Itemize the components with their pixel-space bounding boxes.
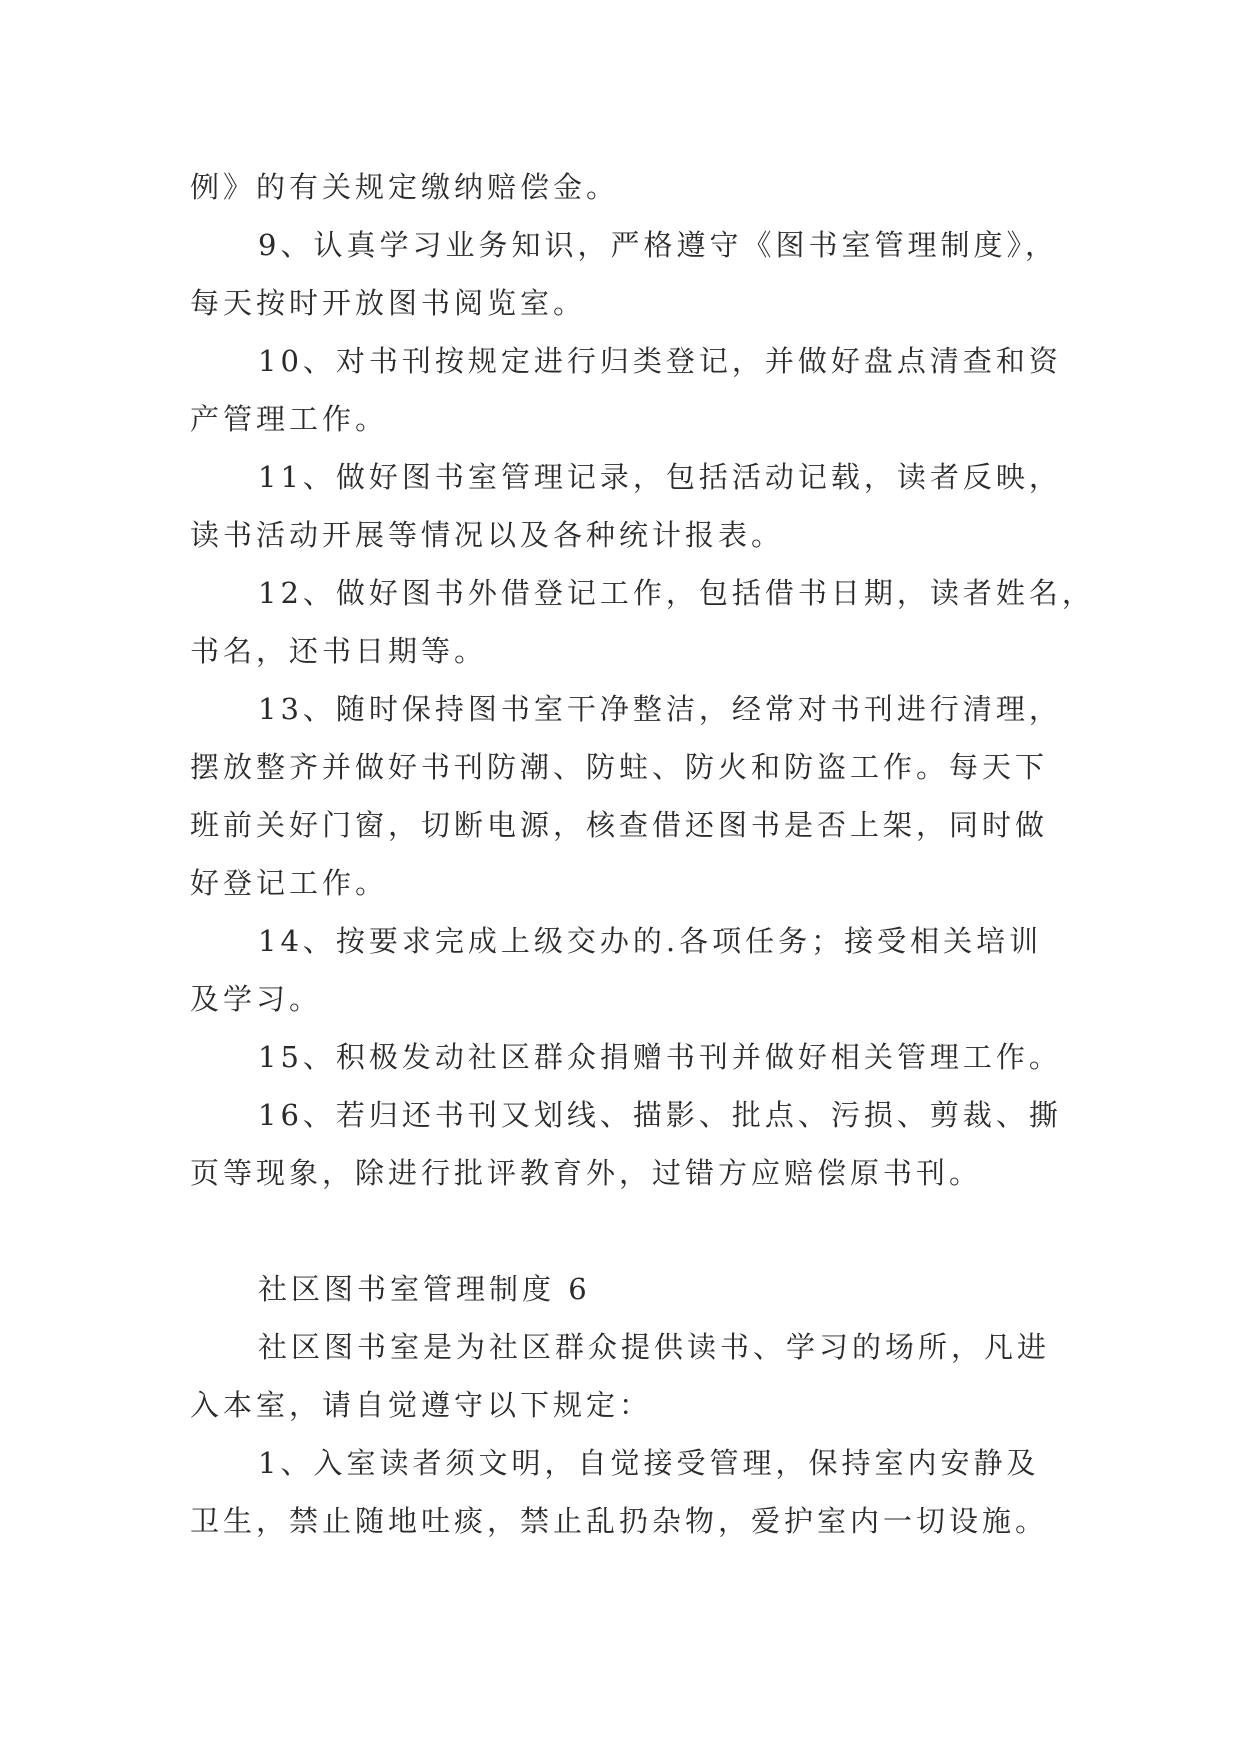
text-line-item-10: 10、对书刊按规定进行归类登记，并做好盘点清查和资 bbox=[258, 344, 1062, 378]
text-line: 例》的有关规定缴纳赔偿金。 bbox=[190, 170, 620, 204]
text-line-item-1: 1、入室读者须文明，自觉接受管理，保持室内安静及 bbox=[258, 1446, 1040, 1480]
text-line: 入本室，请自觉遵守以下规定： bbox=[190, 1388, 653, 1422]
text-line: 读书活动开展等情况以及各种统计报表。 bbox=[190, 518, 785, 552]
section-heading: 社区图书室管理制度 6 bbox=[258, 1272, 591, 1306]
text-line: 每天按时开放图书阅览室。 bbox=[190, 286, 587, 320]
text-line: 及学习。 bbox=[190, 982, 323, 1016]
text-line-item-15: 15、积极发动社区群众捐赠书刊并做好相关管理工作。 bbox=[258, 1040, 1062, 1074]
text-line-item-16: 16、若归还书刊又划线、描影、批点、污损、剪裁、撕 bbox=[258, 1098, 1062, 1132]
text-line: 页等现象，除进行批评教育外，过错方应赔偿原书刊。 bbox=[190, 1156, 983, 1190]
text-line-item-13: 13、随时保持图书室干净整洁，经常对书刊进行清理， bbox=[258, 692, 1062, 726]
document-body bbox=[190, 158, 1095, 1550]
text-line: 班前关好门窗，切断电源，核查借还图书是否上架，同时做 bbox=[190, 808, 1049, 842]
text-line-intro: 社区图书室是为社区群众提供读书、学习的场所，凡进 bbox=[258, 1330, 1051, 1364]
text-line: 卫生，禁止随地吐痰，禁止乱扔杂物，爱护室内一切设施。 bbox=[190, 1504, 1049, 1538]
text-line-item-11: 11、做好图书室管理记录，包括活动记载，读者反映， bbox=[258, 460, 1062, 494]
text-line: 好登记工作。 bbox=[190, 866, 389, 900]
text-line-item-12: 12、做好图书外借登记工作，包括借书日期，读者姓名， bbox=[258, 576, 1095, 610]
paragraph-gap bbox=[190, 1202, 1080, 1260]
text-line-item-14: 14、按要求完成上级交办的.各项任务；接受相关培训 bbox=[258, 924, 1043, 958]
text-line: 摆放整齐并做好书刊防潮、防蛀、防火和防盗工作。每天下 bbox=[190, 750, 1049, 784]
text-line: 产管理工作。 bbox=[190, 402, 389, 436]
text-line: 书名，还书日期等。 bbox=[190, 634, 488, 668]
text-line-item-9: 9、认真学习业务知识，严格遵守《图书室管理制度》， bbox=[258, 228, 1058, 262]
